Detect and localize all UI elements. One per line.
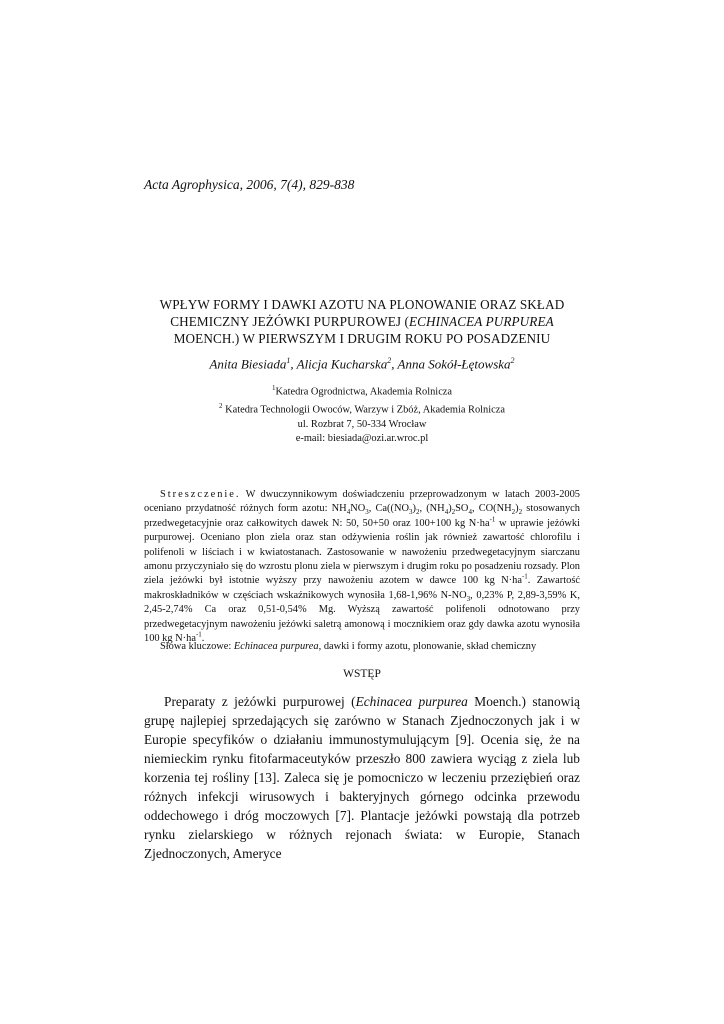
title-species-name: ECHINACEA PURPUREA [409,314,554,329]
author-name: Alicja Kucharska [296,356,388,372]
author-affil-marker: 2 [387,356,392,365]
subscript: 2 [518,508,523,517]
abstract-text: , (NH [419,503,445,515]
author-separator: , [290,356,297,372]
subscript: 4 [444,508,449,517]
subscript: 2 [451,508,456,517]
subscript: 3 [408,508,413,517]
subscript: 3 [365,508,369,517]
body-text-run: Moench.) stanowią grupę najlepiej sprzedających się zarówno w Stanach Zjednoczonych jak i w Europie specyfików o działaniu immunostymulującym [9]. Ocenia się, że na niemieckim rynku fitofarmaceutyków przeszło 800 zawiera wyciąg z ziela lub korzenia tej rośliny [13]. Zaleca się je pomocniczo w leczeniu przeziębień oraz różnych infekcji wirusowych i bakteryjnych górnego odcinka przewodu oddechowego i dróg moczowych [7]. Plantacje jeżówki powstają dla potrzeb rynku zielarskiego w różnych rejonach świata: w Europie, Stanach Zjednoczonych, Ameryce [144,694,581,861]
paper-title [144,296,580,347]
abstract-text: stosowanych przedwegetacyjnie oraz całkowitych dawek N: 50, 50+50 oraz 100+100 kg N·ha [144,503,580,529]
title-line-2-text: CHEMICZNY JEŻÓWKI PURPUROWEJ ( [170,314,409,329]
affil-marker: 1 [271,384,276,392]
title-line-3: MOENCH.) W PIERWSZYM I DRUGIM ROKU PO POSADZENIU [173,331,551,346]
abstract-text: , Ca((NO [368,503,409,515]
affiliation-1 [144,381,580,399]
keyword-species: Echinacea purpurea [233,641,319,652]
abstract-text: w uprawie jeżówki purpurowej. Oceniano plon ziela oraz stan odżywienia roślin jak również zawartość chlorofilu i polifenoli w liściach i w kwiatostanach. Zastosowanie w nawożeniu przedwegetacyjnym siarczanu amonu przyczyniało się do wzrostu plonu ziela w pierwszym i drugim roku po posadzeniu rozsady. Plon ziela jeżówki był istotnie wyższy przy nawożeniu azotem w dawce 100 kg N·ha [144,517,581,587]
abstract-text: , 0,23% P, 2,89-3,59% K, 2,45-2,74% Ca oraz 0,51-0,54% Mg. Wyższą zawartość polifenoli odnotowano przy przedwegetacyjnym nawożeniu jeżówki saletrą amonową i mocznikiem oraz gdy dawka azotu wynosiła 100 kg N·ha [144,589,580,645]
abstract-text: NO [350,503,366,515]
abstract-text: ) [412,503,416,515]
affiliation-2 [144,399,580,417]
author-name: Anita Biesiada [209,356,287,372]
abstract-text: SO [455,503,469,515]
abstract-paragraph [144,488,580,646]
affil-marker: 2 [219,402,223,411]
body-paragraph [144,692,580,863]
postal-address: ul. Rozbrat 7, 50-334 Wrocław [297,418,427,430]
abstract-text: , CO(NH [471,503,512,515]
contact-email: e-mail: biesiada@ozi.ar.wroc.pl [295,432,429,444]
author-separator: , [391,356,398,372]
subscript: 4 [468,508,472,517]
abstract-label: Streszczenie. [160,489,241,500]
abstract [144,488,580,646]
subscript: 3 [466,594,471,603]
keywords [144,640,580,654]
abstract-text: . Zawartość makroskładników w częściach wskaźnikowych wynosiła 1,68-1,96% N-NO [144,575,580,601]
superscript: -1 [521,572,528,581]
keywords-text: , dawki i formy azotu, plonowanie, skład chemiczny [318,641,537,652]
affiliation-text: Katedra Ogrodnictwa, Akademia Rolnicza [275,386,453,398]
affiliation-text: Katedra Technologii Owoców, Warzyw i Zbóż, Akademia Rolnicza [222,404,505,416]
subscript: 2 [511,508,516,517]
author-affil-marker: 2 [510,356,515,365]
author-affil-marker: 1 [286,356,291,365]
keywords-label: Słowa kluczowe: [160,641,234,652]
superscript: -1 [195,630,202,639]
section-heading: WSTĘP [343,668,381,680]
subscript: 4 [346,508,351,517]
species-name: Echinacea purpurea [355,694,468,709]
abstract-text: W dwuczynnikowym doświadczeniu przeprowadzonym w latach 2003-2005 oceniano przydatność różnych form azotu: NH [144,489,580,515]
body-text-run: Preparaty z jeżówki purpurowej ( [164,694,356,709]
affiliations [144,381,580,446]
abstract-text: ) [515,503,519,515]
title-line-1: WPŁYW FORMY I DAWKI AZOTU NA PLONOWANIE ORAZ SKŁAD [159,297,565,312]
abstract-text: . [201,633,205,645]
author-name: Anna Sokół-Łętowska [397,356,511,372]
body-text [144,692,580,863]
author-list [144,356,580,372]
superscript: -1 [489,515,496,524]
subscript: 2 [415,508,420,517]
abstract-text: ) [448,503,452,515]
journal-citation: Acta Agrophysica, 2006, 7(4), 829-838 [144,177,355,192]
title-line-2 [144,313,580,330]
